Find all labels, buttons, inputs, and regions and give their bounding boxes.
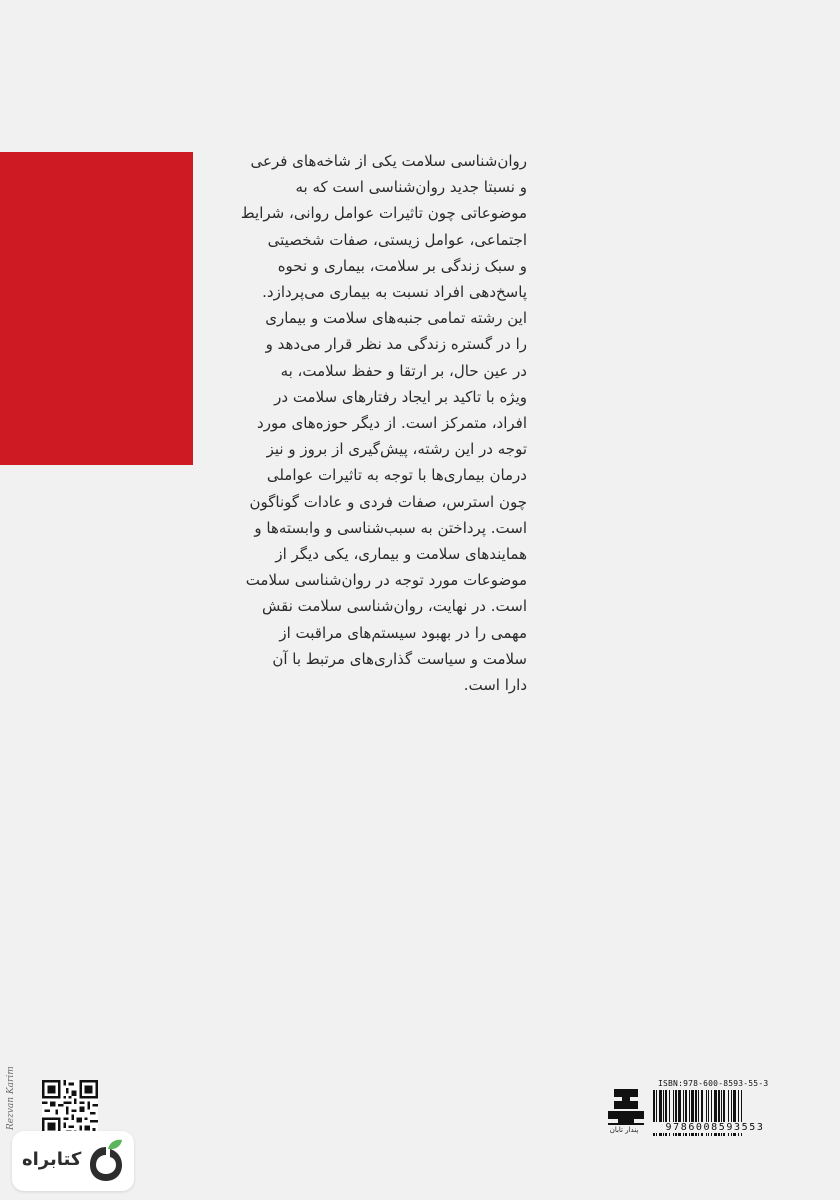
blurb-line: و سبک زندگی بر سلامت، بیماری و نحوه [277,256,527,275]
qr-code-icon [42,1080,98,1136]
store-name: کتابراه [22,1149,82,1170]
blurb-line: موضوعاتی چون تاثیرات عوامل روانی، شرایط [240,204,527,223]
blurb-line: افراد، متمرکز است. از دیگر حوزه‌های مورد [257,414,527,433]
publisher-logo-icon [604,1087,648,1147]
store-logo-icon [86,1137,126,1185]
blurb-line: در عین حال، بر ارتقا و حفظ سلامت، به [280,361,527,380]
blurb-line: توجه در این رشته، پیش‌گیری از بروز و نیز [266,440,527,459]
blurb-line: چون استرس، صفات فردی و عادات گوناگون [249,492,527,511]
blurb-line: درمان بیماری‌ها با توجه به تاثیرات عواملی [266,466,527,485]
blurb-line: است. پرداختن به سبب‌شناسی و وابسته‌ها و [254,518,527,537]
blurb-line: روان‌شناسی سلامت یکی از شاخه‌های فرعی [250,152,527,170]
blurb-line: مهمی را در بهبود سیستم‌های مراقبت از [279,623,527,642]
blurb-line: و نسبتا جدید روان‌شناسی است که به [295,178,527,197]
blurb-line: پاسخ‌دهی افراد نسبت به بیماری می‌پردازد. [262,283,527,302]
blurb-line: را در گستره زندگی مد نظر قرار می‌دهد و [265,335,527,354]
blurb-line: ویژه با تاکید بر ایجاد رفتارهای سلامت در [274,387,527,406]
red-accent-block [0,152,193,465]
blurb-line: موضوعات مورد توجه در روان‌شناسی سلامت [245,571,527,590]
isbn-label: ISBN:978-600-8593-55-3 [658,1079,769,1088]
blurb-line: سلامت و سیاست گذاری‌های مرتبط با آن [272,649,527,668]
back-cover-blurb [205,148,527,698]
blurb-line: این رشته تمامی جنبه‌های سلامت و بیماری [265,309,527,328]
store-badge[interactable] [12,1131,134,1191]
designer-signature: Rezvan Karim [6,1066,16,1130]
blurb-line: است. در نهایت، روان‌شناسی سلامت نقش [262,597,527,616]
barcode-number: 9786008593553 [652,1122,778,1133]
publisher-name: پندار تابان [609,1126,639,1134]
blurb-line: دارا است. [463,676,527,695]
blurb-line: اجتماعی، عوامل زیستی، صفات شخصیتی [267,230,527,249]
blurb-line: همایندهای سلامت و بیماری، یکی دیگر از [275,545,527,564]
